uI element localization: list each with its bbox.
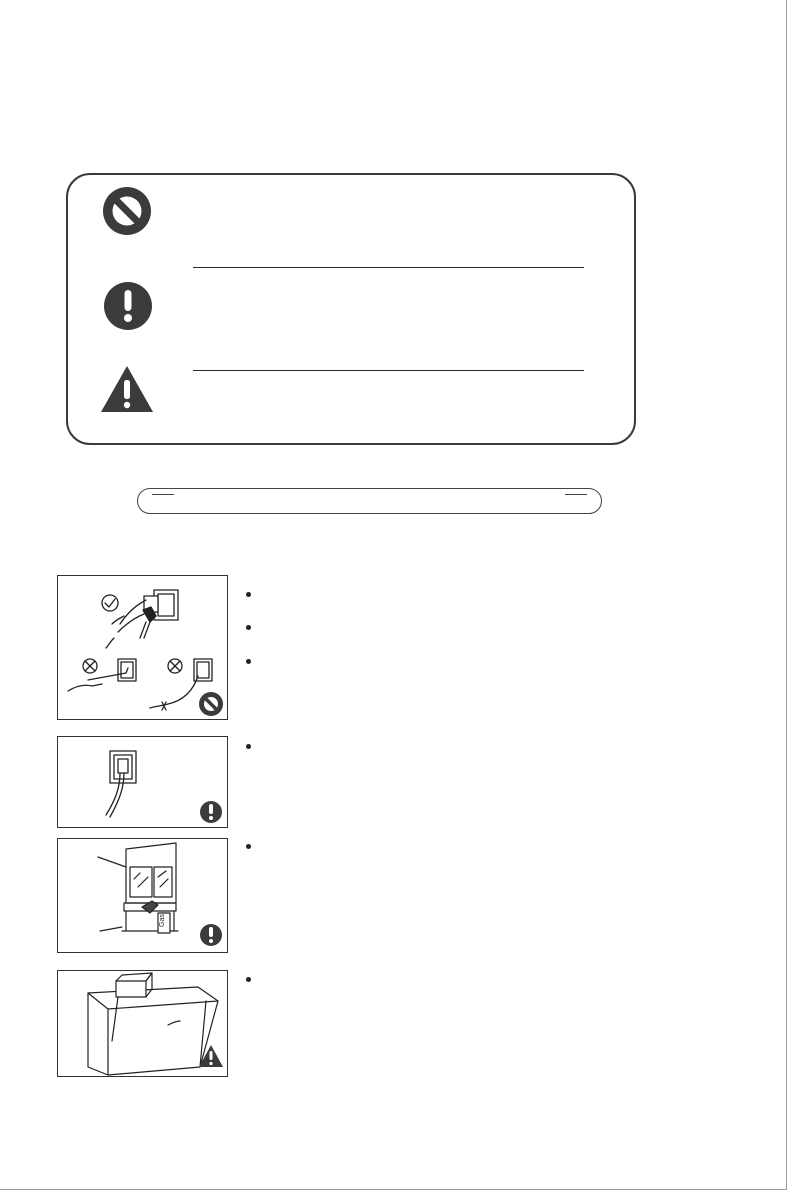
wall-socket-illustration [57, 736, 228, 828]
pill-accent-right [565, 494, 587, 495]
mandatory-badge-icon [200, 924, 222, 946]
svg-text:Gas: Gas [159, 914, 166, 927]
prohibited-icon [101, 185, 153, 237]
window-gas-illustration [57, 838, 228, 953]
prohibited-badge-icon [199, 692, 223, 716]
bullet-3a [246, 844, 251, 849]
legend-divider-2 [193, 370, 584, 371]
mandatory-icon [102, 280, 154, 332]
pill-accent-left [152, 494, 174, 495]
bullet-1b [246, 625, 251, 630]
bullet-4a [246, 977, 251, 982]
mandatory-badge-icon [200, 801, 222, 823]
legend-divider-1 [193, 267, 584, 268]
bullet-2a [246, 744, 251, 749]
plug-removal-illustration [57, 575, 228, 720]
freezer-object-illustration [57, 970, 228, 1077]
section-heading [137, 488, 602, 514]
warning-icon [99, 364, 155, 414]
bullet-1a [246, 592, 251, 597]
bullet-1c [246, 659, 251, 664]
